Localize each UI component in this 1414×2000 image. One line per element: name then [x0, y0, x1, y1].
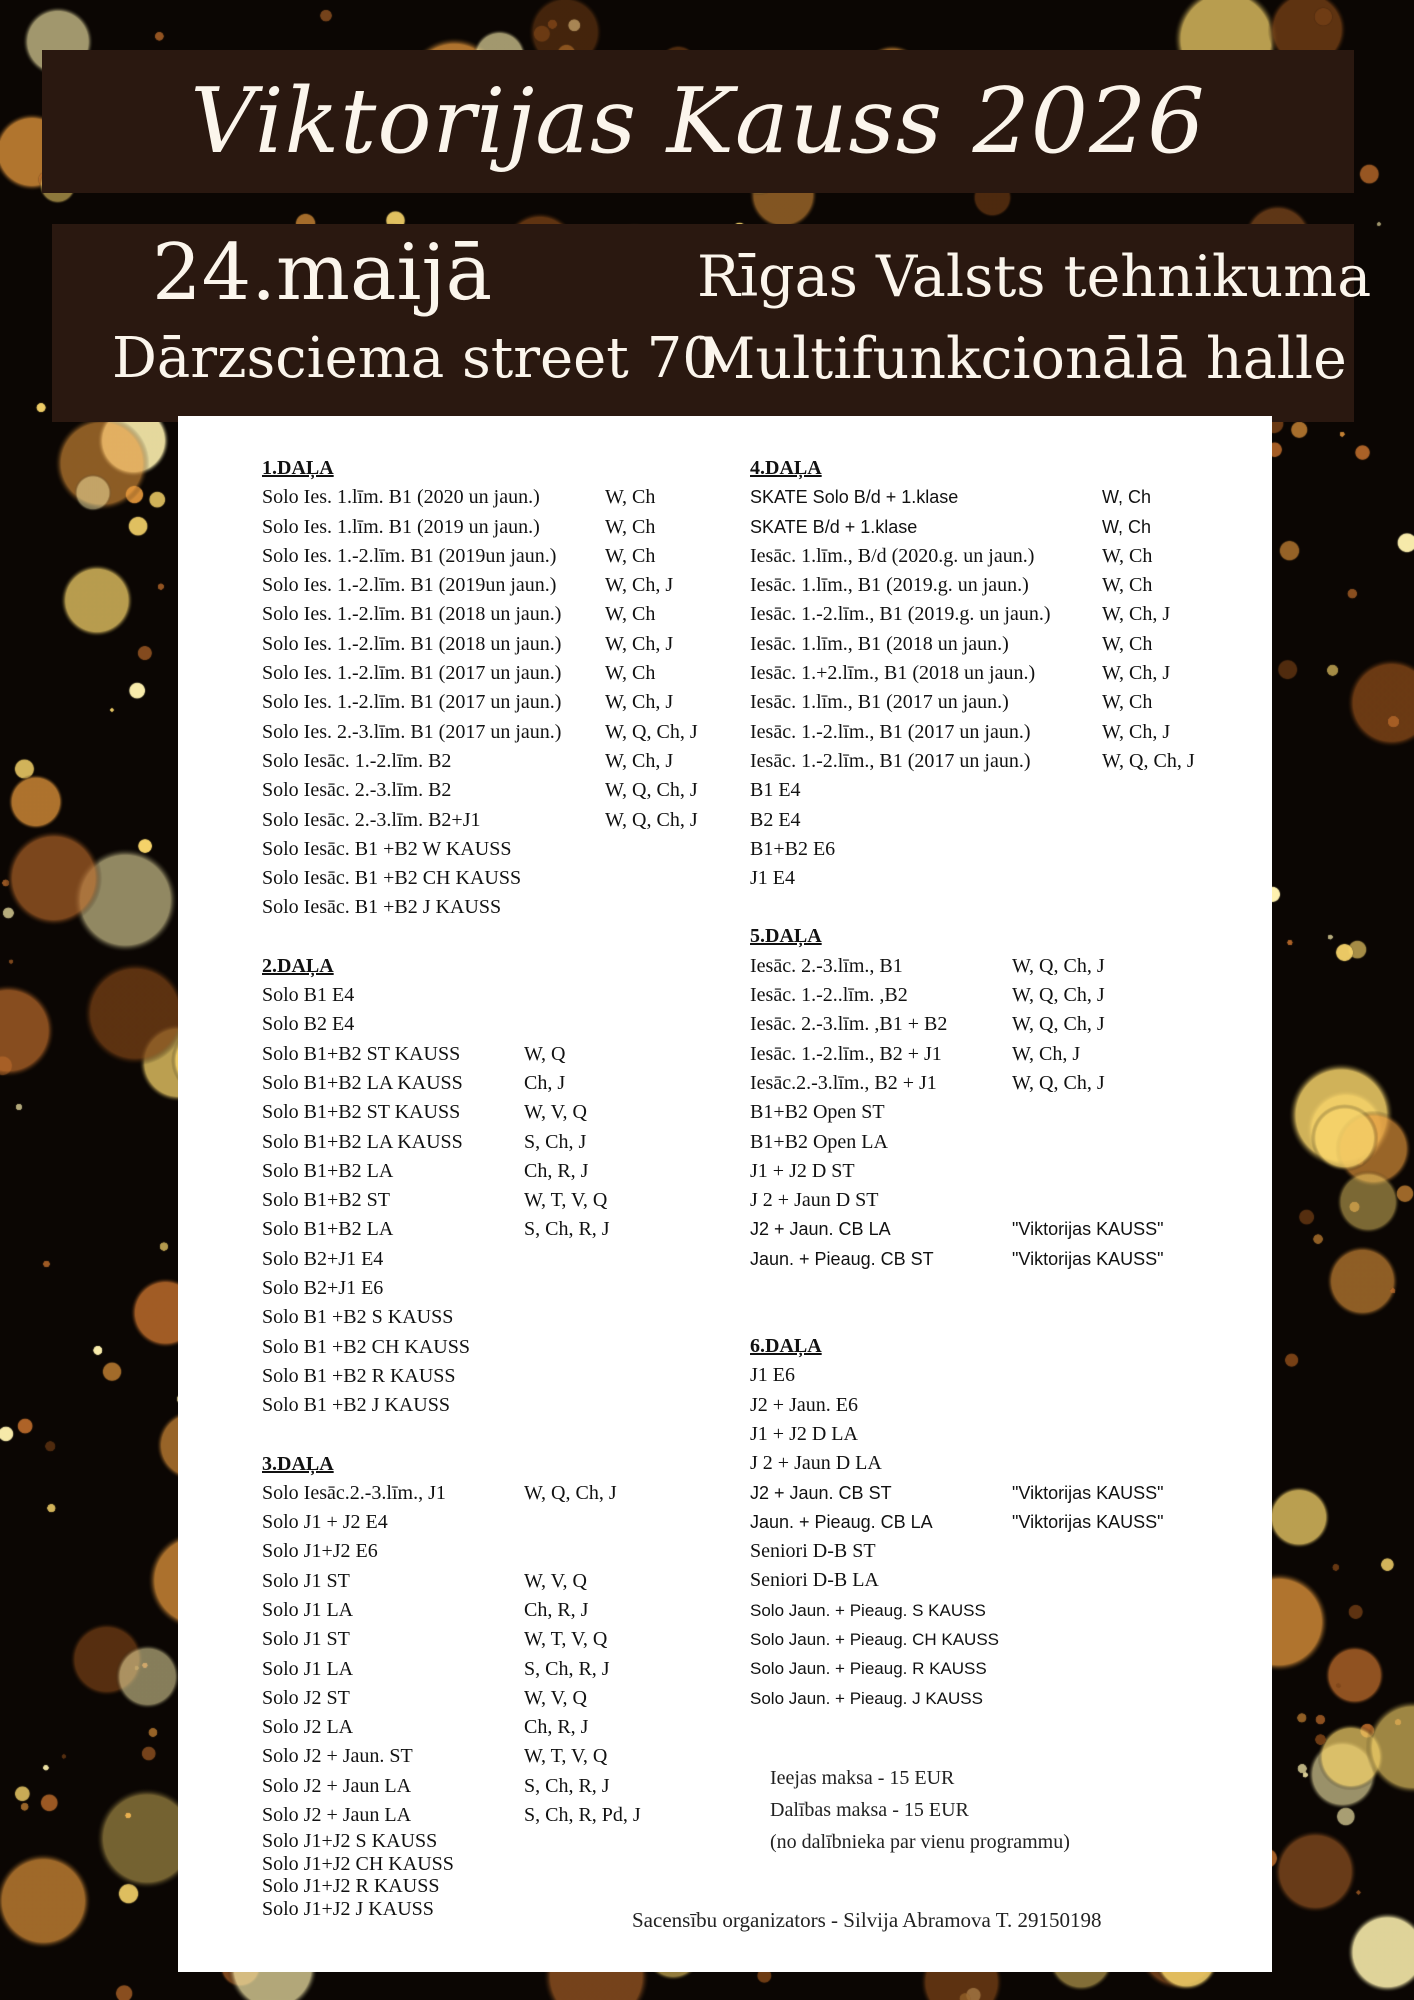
schedule-section	[262, 1450, 641, 1921]
event-row	[750, 1069, 1105, 1098]
event-row	[750, 952, 1105, 981]
event-name: Solo J2 + Jaun LA	[262, 1804, 412, 1827]
section-title: 6.DAĻA	[750, 1335, 822, 1358]
venue-line-2: Multifunkcionālā halle	[697, 326, 1347, 392]
event-name: J1 + J2 D LA	[750, 1422, 858, 1445]
event-name: Solo J1+J2 S KAUSS	[262, 1830, 438, 1853]
event-dances: W, Ch	[1102, 574, 1153, 597]
event-row	[750, 630, 1153, 659]
event-name: Solo B1+B2 ST KAUSS	[262, 1042, 461, 1065]
event-name: Iesāc. 1.līm., B1 (2018 un jaun.)	[750, 632, 1009, 655]
event-dances: W, Ch	[605, 603, 656, 626]
event-name: Solo J1+J2 E6	[262, 1540, 378, 1563]
event-name: Solo J1+J2 CH KAUSS	[262, 1852, 454, 1875]
event-name: Solo J2 ST	[262, 1686, 350, 1709]
event-row	[750, 1420, 858, 1449]
event-row	[262, 659, 656, 688]
event-name: Solo Ies. 1.-2.līm. B1 (2019un jaun.)	[262, 574, 557, 597]
event-row	[262, 718, 698, 747]
event-name: Solo Ies. 1.-2.līm. B1 (2017 un jaun.)	[262, 691, 562, 714]
schedule-panel	[178, 416, 1272, 1972]
event-name: Solo J2 + Jaun LA	[262, 1774, 412, 1797]
event-name: J2 + Jaun. E6	[750, 1393, 858, 1416]
event-row	[750, 1040, 1081, 1069]
event-row	[262, 1897, 434, 1921]
event-date: 24.maijā	[152, 228, 493, 318]
event-name: Solo B2 E4	[262, 1013, 355, 1036]
event-row	[262, 1801, 641, 1830]
event-row	[262, 1245, 384, 1274]
event-row	[750, 483, 1152, 512]
event-name: SKATE Solo B/d + 1.klase	[750, 487, 959, 508]
event-row	[750, 1566, 879, 1595]
event-name: J2 + Jaun. CB LA	[750, 1219, 891, 1240]
event-name: B2 E4	[750, 808, 801, 831]
event-dances: W, Ch	[605, 515, 656, 538]
section-title: 1.DAĻA	[262, 457, 334, 479]
event-row	[750, 747, 1195, 776]
event-name: Solo J1+J2 R KAUSS	[262, 1875, 440, 1898]
section-title: 4.DAĻA	[750, 457, 822, 479]
section-title: 3.DAĻA	[262, 1452, 334, 1475]
event-row	[750, 981, 1105, 1010]
event-row	[750, 1128, 888, 1157]
event-name: Solo Jaun. + Pieaug. S KAUSS	[750, 1600, 986, 1620]
event-row	[262, 1362, 456, 1391]
schedule-left-column	[262, 454, 698, 1920]
event-name: Solo B2+J1 E4	[262, 1247, 384, 1270]
event-row	[262, 1010, 355, 1039]
event-dances: W, Ch, J	[1012, 1042, 1081, 1065]
event-dances: W, Q, Ch, J	[524, 1481, 617, 1504]
event-row	[750, 1245, 1164, 1274]
event-row	[262, 835, 512, 864]
event-name: B1 E4	[750, 779, 801, 802]
event-name: Iesāc. 1.-2.līm., B1 (2017 un jaun.)	[750, 749, 1031, 772]
fee-entry: Ieejas maksa - 15 EUR	[770, 1767, 955, 1789]
event-row	[750, 1479, 1164, 1508]
event-row	[262, 1391, 450, 1420]
event-name: Solo J1 LA	[262, 1657, 354, 1680]
event-dances: W, Ch, J	[605, 691, 674, 714]
event-name: Iesāc. 1.līm., B1 (2019.g. un jaun.)	[750, 574, 1029, 597]
event-dances: Ch, J	[524, 1071, 566, 1094]
event-name: Solo J1 + J2 E4	[262, 1511, 388, 1534]
event-name: Iesāc. 1.+2.līm., B1 (2018 un jaun.)	[750, 662, 1036, 685]
event-dances: W, Ch	[1102, 691, 1153, 714]
event-dances: W, T, V, Q	[524, 1189, 608, 1212]
event-name: Solo Ies. 1.-2.līm. B1 (2019un jaun.)	[262, 544, 557, 567]
event-dances: W, Ch	[1102, 487, 1152, 508]
event-dances: W, V, Q	[524, 1569, 587, 1592]
event-name: Solo Ies. 2.-3.līm. B1 (2017 un jaun.)	[262, 720, 562, 743]
schedule-section	[262, 952, 610, 1421]
event-dances: S, Ch, R, J	[524, 1218, 610, 1241]
event-name: Solo B1 +B2 S KAUSS	[262, 1306, 454, 1329]
event-row	[262, 483, 656, 512]
event-row	[262, 513, 656, 542]
event-dances: "Viktorijas KAUSS"	[1012, 1248, 1164, 1269]
event-name: Solo Jaun. + Pieaug. R KAUSS	[750, 1659, 987, 1679]
event-dances: S, Ch, R, Pd, J	[524, 1804, 641, 1827]
event-dances: W, Q, Ch, J	[1012, 1013, 1105, 1036]
event-name: Solo B1+B2 LA	[262, 1218, 394, 1241]
event-dances: W, Ch, J	[605, 749, 674, 772]
event-address: Dārzsciema street 70	[112, 326, 718, 391]
event-name: Iesāc. 1.-2.līm., B1 (2019.g. un jaun.)	[750, 603, 1051, 626]
event-name: Solo Iesāc. B1 +B2 CH KAUSS	[262, 867, 522, 890]
event-name: Solo Iesāc. 2.-3.līm. B2+J1	[262, 808, 481, 831]
event-row	[262, 1655, 610, 1684]
event-name: J 2 + Jaun D ST	[750, 1189, 879, 1212]
fee-note: (no dalībnieka par vienu programmu)	[770, 1831, 1070, 1853]
event-row	[262, 688, 674, 717]
event-row	[262, 1128, 587, 1157]
event-row	[262, 747, 674, 776]
event-row	[750, 1537, 876, 1566]
event-name: Solo B1+B2 LA KAUSS	[262, 1071, 463, 1094]
event-row	[262, 1508, 388, 1537]
event-row	[262, 1186, 608, 1215]
event-row	[750, 835, 836, 864]
schedule-section	[750, 1332, 1164, 1713]
event-name: Solo B1 +B2 J KAUSS	[262, 1394, 450, 1417]
event-dances: W, Ch	[1102, 544, 1153, 567]
event-name: Iesāc. 1.līm., B1 (2017 un jaun.)	[750, 691, 1009, 714]
event-row	[750, 1654, 987, 1683]
event-name: Solo B1 +B2 R KAUSS	[262, 1364, 456, 1387]
event-name: Solo Iesāc. B1 +B2 J KAUSS	[262, 896, 502, 919]
event-dances: W, Q, Ch, J	[1012, 954, 1105, 977]
event-name: Solo J2 LA	[262, 1716, 354, 1739]
event-title: Viktorijas Kauss 2026	[190, 69, 1206, 174]
event-name: Solo Ies. 1.-2.līm. B1 (2017 un jaun.)	[262, 662, 562, 685]
event-name: Solo Ies. 1.līm. B1 (2020 un jaun.)	[262, 486, 540, 509]
event-row	[262, 1625, 608, 1654]
organizer-line: Sacensību organizators - Silvija Abramova T. 29150198	[632, 1908, 1102, 1932]
event-dances: W, Ch, J	[1102, 662, 1171, 685]
event-dances: W, Ch, J	[1102, 720, 1171, 743]
event-row	[750, 688, 1153, 717]
fees-block	[770, 1762, 1070, 1858]
event-row	[262, 1479, 617, 1508]
section-title: 5.DAĻA	[750, 925, 822, 948]
event-row	[262, 1713, 589, 1742]
event-name: Iesāc. 2.-3.līm., B1	[750, 954, 903, 977]
event-row	[750, 718, 1171, 747]
event-row	[262, 1098, 587, 1127]
event-dances: S, Ch, R, J	[524, 1774, 610, 1797]
event-dances: W, V, Q	[524, 1101, 587, 1124]
event-dances: W, T, V, Q	[524, 1628, 608, 1651]
event-row	[262, 1596, 589, 1625]
event-dances: W, Ch, J	[605, 574, 674, 597]
event-row	[262, 600, 656, 629]
event-row	[750, 1215, 1164, 1244]
fee-participation: Dalības maksa - 15 EUR	[770, 1799, 969, 1821]
schedule-section	[750, 922, 1164, 1274]
event-dances: Ch, R, J	[524, 1598, 589, 1621]
event-dances: W, Ch	[605, 662, 656, 685]
event-name: Solo B1+B2 ST KAUSS	[262, 1101, 461, 1124]
event-row	[750, 513, 1152, 542]
event-row	[262, 1567, 587, 1596]
event-row	[750, 1157, 855, 1186]
event-name: Seniori D-B ST	[750, 1540, 876, 1563]
event-name: Solo J2 + Jaun. ST	[262, 1745, 413, 1768]
schedule-right-column	[750, 454, 1195, 1713]
event-name: B1+B2 Open LA	[750, 1130, 888, 1153]
event-name: Iesāc. 1.-2.līm., B2 + J1	[750, 1042, 942, 1065]
event-dances: W, Ch	[605, 486, 656, 509]
event-row	[262, 893, 502, 922]
event-name: Solo J1+J2 J KAUSS	[262, 1897, 434, 1920]
event-name: B1+B2 Open ST	[750, 1101, 885, 1124]
event-dances: W, Q, Ch, J	[1012, 984, 1105, 1007]
event-row	[262, 542, 656, 571]
event-dances: S, Ch, J	[524, 1130, 587, 1153]
event-row	[750, 1596, 986, 1625]
event-name: J2 + Jaun. CB ST	[750, 1482, 892, 1503]
event-dances: W, Ch, J	[1102, 603, 1171, 626]
event-name: J 2 + Jaun D LA	[750, 1452, 882, 1475]
event-name: Iesāc. 1.-2.līm., B1 (2017 un jaun.)	[750, 720, 1031, 743]
event-row	[750, 1010, 1105, 1039]
event-name: Solo Iesāc. B1 +B2 W KAUSS	[262, 837, 512, 860]
schedule-section	[262, 454, 698, 923]
event-name: Jaun. + Pieaug. CB LA	[750, 1511, 933, 1532]
event-row	[262, 864, 522, 893]
event-dances: W, Q, Ch, J	[605, 720, 698, 743]
event-row	[750, 542, 1153, 571]
event-name: J1 E6	[750, 1364, 795, 1387]
event-dances: W, Ch	[1102, 516, 1152, 537]
title-banner	[42, 50, 1354, 193]
event-row	[262, 1157, 589, 1186]
event-name: Seniori D-B LA	[750, 1569, 879, 1592]
event-name: SKATE B/d + 1.klase	[750, 516, 918, 537]
event-name: Solo B1+B2 LA	[262, 1159, 394, 1182]
event-dances: W, Ch	[1102, 632, 1153, 655]
event-row	[750, 1186, 879, 1215]
event-dances: W, Q, Ch, J	[1012, 1071, 1105, 1094]
event-name: Solo B1 E4	[262, 984, 355, 1007]
event-name: Solo Iesāc.2.-3.līm., J1	[262, 1481, 446, 1504]
event-row	[262, 1537, 378, 1566]
event-dances: Ch, R, J	[524, 1716, 589, 1739]
event-name: Jaun. + Pieaug. CB ST	[750, 1248, 934, 1269]
event-row	[750, 806, 822, 835]
event-dances: "Viktorijas KAUSS"	[1012, 1482, 1164, 1503]
event-row	[750, 1361, 822, 1390]
event-name: Iesāc. 1.-2..līm. ,B2	[750, 984, 908, 1007]
event-row	[262, 776, 698, 805]
event-row	[750, 1684, 983, 1713]
event-name: Solo Jaun. + Pieaug. J KAUSS	[750, 1688, 983, 1708]
venue-line-1: Rīgas Valsts tehnikuma	[697, 244, 1372, 310]
event-row	[262, 571, 674, 600]
event-name: Solo J1 ST	[262, 1569, 350, 1592]
event-row	[262, 1742, 608, 1771]
event-dances: W, Ch, J	[605, 632, 674, 655]
event-row	[750, 1098, 885, 1127]
event-row	[750, 1625, 999, 1654]
event-name: Solo Iesāc. 1.-2.līm. B2	[262, 749, 452, 772]
event-dances: "Viktorijas KAUSS"	[1012, 1511, 1164, 1532]
event-row	[750, 1449, 882, 1478]
event-dances: S, Ch, R, J	[524, 1657, 610, 1680]
event-name: Solo B1+B2 ST	[262, 1189, 390, 1212]
event-row	[750, 571, 1153, 600]
event-dances: "Viktorijas KAUSS"	[1012, 1219, 1164, 1240]
event-name: B1+B2 E6	[750, 837, 836, 860]
event-dances: W, T, V, Q	[524, 1745, 608, 1768]
event-row	[750, 864, 822, 893]
event-name: Iesāc. 1.līm., B/d (2020.g. un jaun.)	[750, 544, 1035, 567]
event-row	[750, 659, 1171, 688]
event-name: Solo B1+B2 LA KAUSS	[262, 1130, 463, 1153]
event-name: Solo J1 LA	[262, 1598, 354, 1621]
event-name: Solo B2+J1 E6	[262, 1277, 384, 1300]
event-dances: W, Q	[524, 1042, 566, 1065]
event-row	[262, 1852, 454, 1876]
event-row	[262, 630, 674, 659]
event-row	[262, 1274, 384, 1303]
event-name: J1 + J2 D ST	[750, 1159, 855, 1182]
event-dances: W, Ch	[605, 544, 656, 567]
event-row	[262, 1684, 587, 1713]
event-name: Solo Iesāc. 2.-3.līm. B2	[262, 779, 452, 802]
event-row	[262, 806, 698, 835]
event-row	[262, 981, 355, 1010]
event-dances: W, Q, Ch, J	[1102, 749, 1195, 772]
event-row	[750, 1391, 858, 1420]
event-row	[262, 1040, 566, 1069]
event-row	[262, 1875, 440, 1898]
event-row	[262, 1830, 438, 1853]
event-row	[750, 600, 1171, 629]
event-name: Solo Jaun. + Pieaug. CH KAUSS	[750, 1629, 999, 1649]
event-name: J1 E4	[750, 867, 795, 890]
schedule-section	[750, 454, 1195, 893]
event-dances: W, V, Q	[524, 1686, 587, 1709]
event-name: Iesāc. 2.-3.līm. ,B1 + B2	[750, 1013, 948, 1036]
section-title: 2.DAĻA	[262, 954, 334, 977]
event-row	[262, 1069, 566, 1098]
event-name: Solo B1 +B2 CH KAUSS	[262, 1335, 470, 1358]
event-dances: Ch, R, J	[524, 1159, 589, 1182]
event-name: Solo Ies. 1.līm. B1 (2019 un jaun.)	[262, 515, 540, 538]
event-name: Iesāc.2.-3.līm., B2 + J1	[750, 1071, 937, 1094]
event-name: Solo J1 ST	[262, 1628, 350, 1651]
event-name: Solo Ies. 1.-2.līm. B1 (2018 un jaun.)	[262, 632, 562, 655]
event-row	[750, 1508, 1164, 1537]
event-dances: W, Q, Ch, J	[605, 779, 698, 802]
event-dances: W, Q, Ch, J	[605, 808, 698, 831]
event-name: Solo Ies. 1.-2.līm. B1 (2018 un jaun.)	[262, 603, 562, 626]
event-row	[262, 1772, 610, 1801]
event-row	[262, 1215, 610, 1244]
event-row	[262, 1303, 454, 1332]
event-row	[750, 776, 822, 805]
info-banner	[52, 224, 1372, 422]
event-row	[262, 1333, 470, 1362]
